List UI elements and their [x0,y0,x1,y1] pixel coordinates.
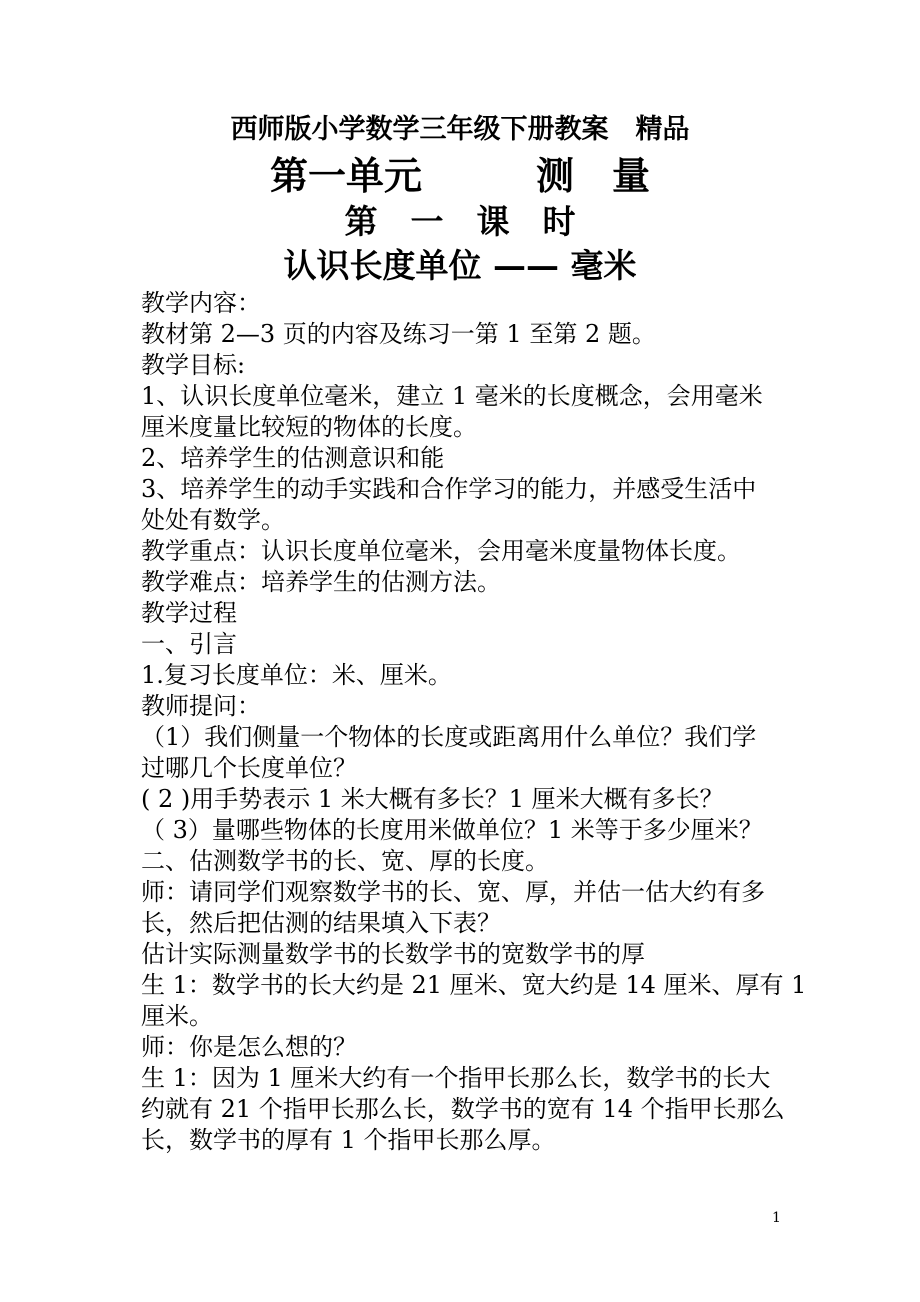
lesson-body [141,288,807,1156]
text-line: 1、认识长度单位毫米，建立 1 毫米的长度概念，会用毫米 [141,382,763,410]
text-line: 一、引言 [141,630,237,658]
text-line: 约就有 21 个指甲长那么长，数学书的宽有 14 个指甲长那么 [141,1095,785,1123]
text-line: 厘米度量比较短的物体的长度。 [141,413,477,441]
text-line: 1.复习长度单位：米、厘米。 [141,661,452,689]
lesson-number: 第 一 课 时 [344,202,576,241]
text-line: 2、培养学生的估测意识和能 [141,444,445,472]
text-line: 教学难点：培养学生的估测方法。 [141,568,501,596]
text-line: 师：请同学们观察数学书的长、宽、厚，并估一估大约有多 [141,878,765,906]
text-line: （1）我们侧量一个物体的长度或距离用什么单位？我们学 [141,723,757,751]
text-line: 过哪几个长度单位？ [141,754,357,782]
text-line: ( 2 )用手势表示 1 米大概有多长？1 厘米大概有多长？ [141,785,724,813]
text-line: 师：你是怎么想的？ [141,1033,357,1061]
text-line: 教材第 2—3 页的内容及练习一第 1 至第 2 题。 [141,320,656,348]
text-line: 生 1：因为 1 厘米大约有一个指甲长那么长，数学书的长大 [141,1064,771,1092]
text-line: 教学重点：认识长度单位毫米，会用毫米度量物体长度。 [141,537,741,565]
text-line: 教师提问： [141,692,261,720]
text-line: 教学内容： [141,289,261,317]
text-line: 教学目标: [141,351,246,379]
text-line: 厘米。 [141,1002,213,1030]
text-line: 处处有数学。 [141,506,285,534]
unit-title: 第一单元 测 量 [269,153,650,198]
series-title: 西师版小学数学三年级下册教案 精品 [230,114,690,145]
text-line: 长，然后把估测的结果填入下表？ [141,909,501,937]
text-line: 长，数学书的厚有 1 个指甲长那么厚。 [141,1126,556,1154]
text-line: （ 3）量哪些物体的长度用米做单位？1 米等于多少厘米？ [141,816,763,844]
text-line: 生 1：数学书的长大约是 21 厘米、宽大约是 14 厘米、厚有 1 [141,971,807,999]
page-number: 1 [772,1210,781,1226]
text-line: 二、估测数学书的长、宽、厚的长度。 [141,847,549,875]
lesson-title: 认识长度单位 —— 毫米 [283,246,637,285]
text-line: 教学过程 [141,599,237,627]
text-line: 估计实际测量数学书的长数学书的宽数学书的厚 [141,940,645,968]
text-line: 3、培养学生的动手实践和合作学习的能力，并感受生活中 [141,475,757,503]
